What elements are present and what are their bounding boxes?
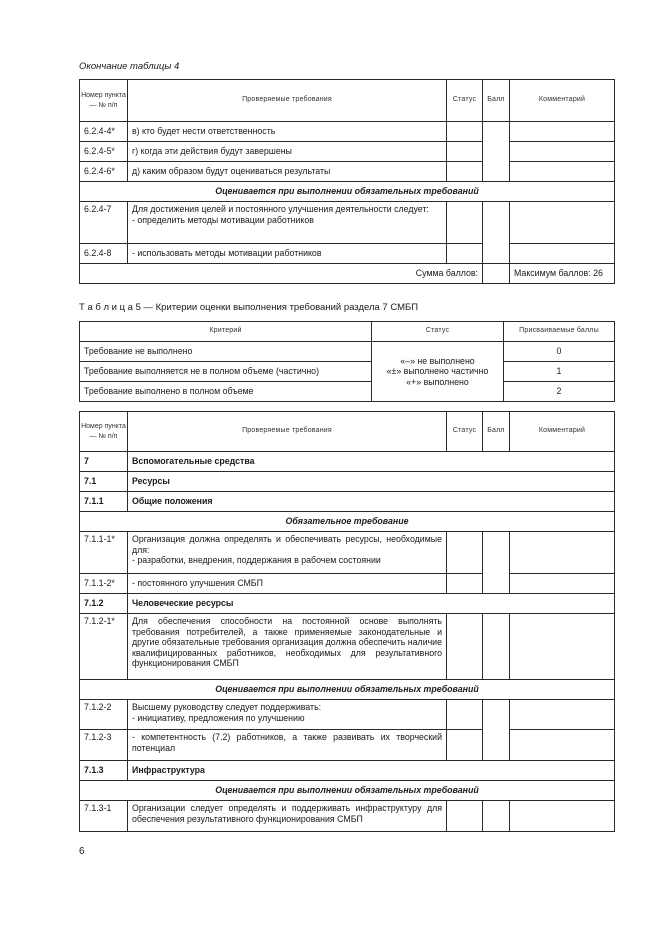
comment-cell[interactable] <box>510 244 615 264</box>
table-row <box>80 574 615 594</box>
row-text: д) каким образом будут оцениваться результаты <box>128 162 447 182</box>
sum-label: Сумма баллов: <box>80 264 483 284</box>
table-row <box>80 700 615 730</box>
score-cell[interactable] <box>483 202 510 264</box>
row-num: 7.1 <box>80 472 128 492</box>
table-row <box>80 761 615 781</box>
comment-cell[interactable] <box>510 202 615 244</box>
row-num: 7 <box>80 452 128 472</box>
table6 <box>79 411 615 832</box>
table-row <box>80 594 615 614</box>
table-row <box>80 472 615 492</box>
table-row <box>80 202 615 244</box>
col-header-score: Балл <box>483 80 510 122</box>
row-num: 6.2.4-6* <box>80 162 128 182</box>
status-cell[interactable] <box>447 244 483 264</box>
col-header-req: Проверяемые требования <box>128 412 447 452</box>
col-header-criterion: Критерий <box>80 322 372 342</box>
col-header-comment: Комментарий <box>510 412 615 452</box>
row-num: 7.1.2-3 <box>80 730 128 761</box>
table-row <box>80 801 615 832</box>
criterion-cell: Требование выполнено в полном объеме <box>80 382 372 402</box>
page-number: 6 <box>79 846 85 857</box>
row-num: 7.1.1-1* <box>80 532 128 574</box>
status-cell[interactable] <box>447 614 483 680</box>
table-row <box>80 244 615 264</box>
row-num: 6.2.4-7 <box>80 202 128 244</box>
row-heading: Ресурсы <box>128 472 615 492</box>
row-heading: Вспомогательные средства <box>128 452 615 472</box>
row-num: 6.2.4-8 <box>80 244 128 264</box>
status-legend: «–» не выполнено «±» выполнено частично «+» выполнено <box>372 342 504 402</box>
col-header-status: Статус <box>372 322 504 342</box>
max-score-label: Максимум баллов: 26 <box>510 264 615 284</box>
table-row <box>80 162 615 182</box>
points-cell: 2 <box>504 382 615 402</box>
col-header-points: Присваиваемые баллы <box>504 322 615 342</box>
status-cell[interactable] <box>447 202 483 244</box>
section-heading: Оценивается при выполнении обязательных требований <box>80 781 615 801</box>
status-cell[interactable] <box>447 122 483 142</box>
sum-score-cell[interactable] <box>483 264 510 284</box>
col-header-req: Проверяемые требования <box>128 80 447 122</box>
status-cell[interactable] <box>447 700 483 730</box>
row-num: 7.1.2-2 <box>80 700 128 730</box>
table-row <box>80 122 615 142</box>
score-cell[interactable] <box>483 700 510 761</box>
row-text: Высшему руководству следует поддерживать: - инициативу, предложения по улучшению <box>128 700 447 730</box>
status-cell[interactable] <box>447 801 483 832</box>
table-row <box>80 730 615 761</box>
section-heading: Оценивается при выполнении обязательных требований <box>80 182 615 202</box>
points-cell: 0 <box>504 342 615 362</box>
col-header-score: Балл <box>483 412 510 452</box>
comment-cell[interactable] <box>510 162 615 182</box>
status-cell[interactable] <box>447 574 483 594</box>
section-heading: Оценивается при выполнении обязательных требований <box>80 680 615 700</box>
row-num: 7.1.1 <box>80 492 128 512</box>
col-header-status: Статус <box>447 80 483 122</box>
points-cell: 1 <box>504 362 615 382</box>
row-text: г) когда эти действия будут завершены <box>128 142 447 162</box>
row-num: 7.1.2-1* <box>80 614 128 680</box>
score-cell[interactable] <box>483 122 510 182</box>
comment-cell[interactable] <box>510 700 615 730</box>
col-header-num: Номер пункта — № п/п <box>80 412 128 452</box>
col-header-num: Номер пункта — № п/п <box>80 80 128 122</box>
score-cell[interactable] <box>483 801 510 832</box>
table-row <box>80 342 615 362</box>
row-heading: Инфраструктура <box>128 761 615 781</box>
table-row <box>80 452 615 472</box>
table-row <box>80 614 615 680</box>
status-cell[interactable] <box>447 532 483 574</box>
row-num: 7.1.3-1 <box>80 801 128 832</box>
criterion-cell: Требование не выполнено <box>80 342 372 362</box>
table4-caption: Окончание таблицы 4 <box>79 61 180 72</box>
comment-cell[interactable] <box>510 122 615 142</box>
score-cell[interactable] <box>483 532 510 594</box>
row-heading: Общие положения <box>128 492 615 512</box>
comment-cell[interactable] <box>510 730 615 761</box>
criterion-cell: Требование выполняется не в полном объеме (частично) <box>80 362 372 382</box>
row-num: 6.2.4-4* <box>80 122 128 142</box>
table-row <box>80 362 615 382</box>
comment-cell[interactable] <box>510 142 615 162</box>
status-cell[interactable] <box>447 142 483 162</box>
row-heading: Человеческие ресурсы <box>128 594 615 614</box>
comment-cell[interactable] <box>510 574 615 594</box>
row-text: - компетентность (7.2) работников, а также развивать их творческий потенциал <box>128 730 447 761</box>
status-cell[interactable] <box>447 730 483 761</box>
table-row <box>80 382 615 402</box>
row-num: 7.1.3 <box>80 761 128 781</box>
status-cell[interactable] <box>447 162 483 182</box>
table5-caption: Т а б л и ц а 5 — Критерии оценки выполнения требований раздела 7 СМБП <box>79 302 419 313</box>
table-row <box>80 532 615 574</box>
row-num: 7.1.1-2* <box>80 574 128 594</box>
comment-cell[interactable] <box>510 614 615 680</box>
row-num: 6.2.4-5* <box>80 142 128 162</box>
row-text: Для достижения целей и постоянного улучшения деятельности следует: - определить методы мотивации работников <box>128 202 447 244</box>
table-row <box>80 492 615 512</box>
row-text: Для обеспечения способности на постоянной основе выполнять требования потребителей, а также применяемые законодательные и другие обязательные требования организация должна обеспечить наличие квалифицированных работников, необходимых для результативного функционирования СМБП <box>128 614 447 680</box>
row-text: в) кто будет нести ответственность <box>128 122 447 142</box>
row-num: 7.1.2 <box>80 594 128 614</box>
col-header-status: Статус <box>447 412 483 452</box>
row-text: Организация должна определять и обеспечивать ресурсы, необходимые для: - разработки, внедрения, поддержания в рабочем состоянии <box>128 532 447 574</box>
table4 <box>79 79 615 284</box>
table5 <box>79 321 615 402</box>
comment-cell[interactable] <box>510 532 615 574</box>
row-text: Организации следует определять и поддерживать инфраструктуру для обеспечения результативного функционирования СМБП <box>128 801 447 832</box>
section-heading: Обязательное требование <box>80 512 615 532</box>
comment-cell[interactable] <box>510 801 615 832</box>
score-cell[interactable] <box>483 614 510 680</box>
table-row <box>80 142 615 162</box>
row-text: - постоянного улучшения СМБП <box>128 574 447 594</box>
col-header-comment: Комментарий <box>510 80 615 122</box>
row-text: - использовать методы мотивации работников <box>128 244 447 264</box>
